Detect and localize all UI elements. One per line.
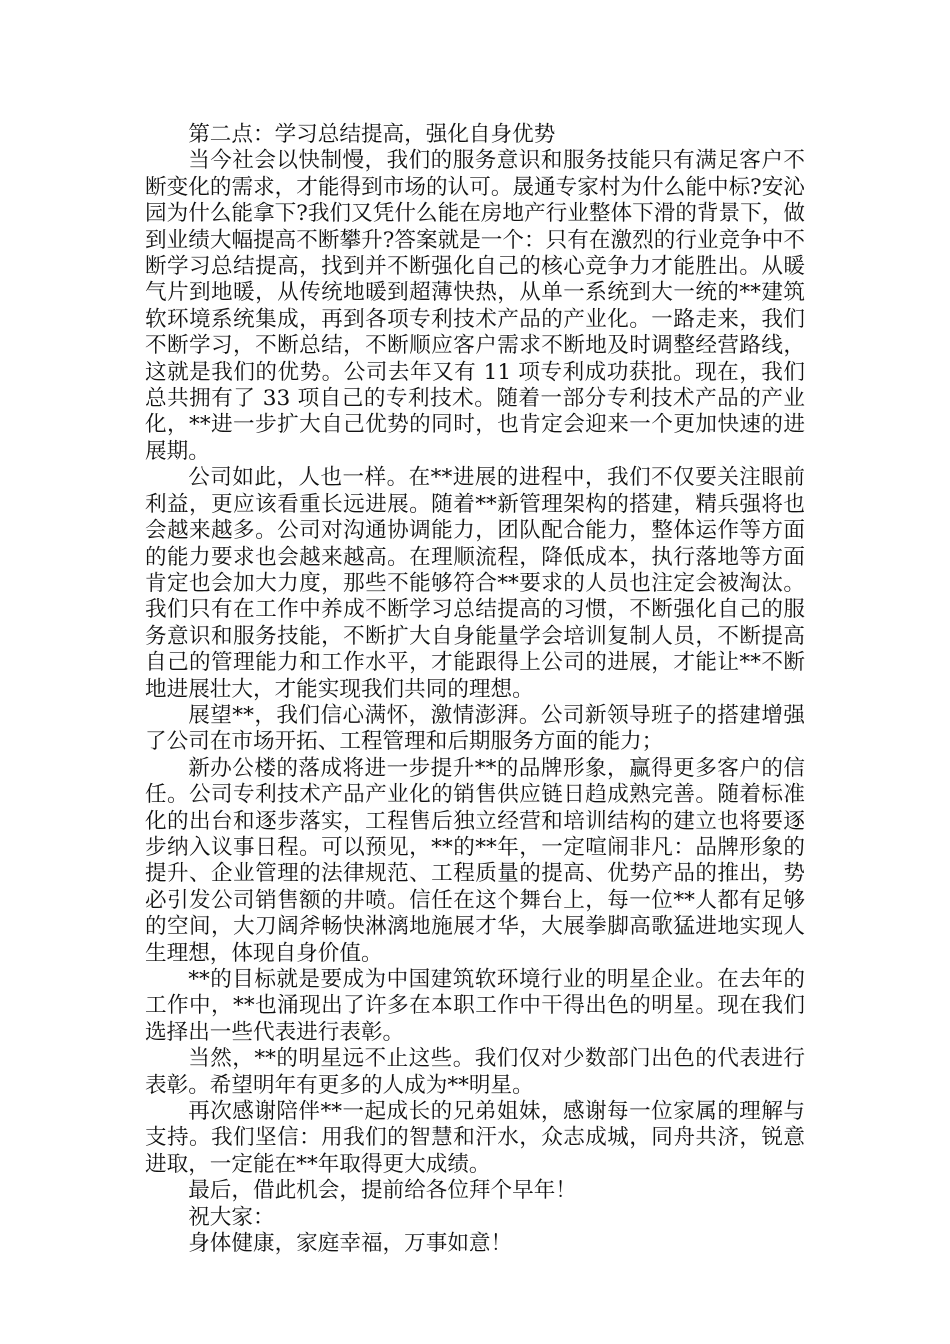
closing-line: 最后，借此机会，提前给各位拜个早年！	[188, 1178, 577, 1204]
paragraph: 当今社会以快制慢，我们的服务意识和服务技能只有满足客户不断变化的需求，才能得到市场的认可。晟通专家村为什么能中标?安沁园为什么能拿下?我们又凭什么能在房地产行业整体下滑的背景下，做到业绩大幅提高不断攀升?答案就是一个：只有在激烈的行业竞争中不断学习总结提高，找到并不断强化自己的核心竞争力才能胜出。从暖气片到地暖，从传统地暖到超薄快热，从单一系统到大一统的**建筑软环境系统集成，再到各项专利技术产品的产业化。一路走来，我们不断学习，不断总结，不断顺应客户需求不断地及时调整经营路线，这就是我们的优势。公司去年又有 11 项专利成功获批。现在，我们总共拥有了 33 项自己的专利技术。随着一部分专利技术产品的产业化，**进一步扩大自己优势的同时，也肯定会迎来一个更加快速的进展期。	[145, 148, 805, 464]
section-heading: 第二点：学习总结提高，强化自身优势	[188, 122, 556, 147]
paragraph: 再次感谢陪伴**一起成长的兄弟姐妹，感谢每一位家属的理解与支持。我们坚信：用我们的智慧和汗水，众志成城，同舟共济，锐意进取，一定能在**年取得更大成绩。	[145, 1099, 805, 1177]
paragraph: 新办公楼的落成将进一步提升**的品牌形象，赢得更多客户的信任。公司专利技术产品产业化的销售供应链日趋成熟完善。随着标准化的出台和逐步落实，工程售后独立经营和培训结构的建立也将要逐步纳入议事日程。可以预见，**的**年，一定喧闹非凡：品牌形象的提升、企业管理的法律规范、工程质量的提高、优势产品的推出，势必引发公司销售额的井喷。信任在这个舞台上，每一位**人都有足够的空间，大刀阔斧畅快淋漓地施展才华，大展拳脚高歌猛进地实现人生理想，体现自身价值。	[145, 755, 805, 966]
paragraph: 当然，**的明星远不止这些。我们仅对少数部门出色的代表进行表彰。希望明年有更多的人成为**明星。	[145, 1046, 805, 1098]
paragraph: 展望**，我们信心满怀，激情澎湃。公司新领导班子的搭建增强了公司在市场开拓、工程管理和后期服务方面的能力；	[145, 702, 805, 755]
closing-line: 祝大家：	[188, 1204, 275, 1230]
document-body	[145, 122, 805, 1257]
closing-line: 身体健康，家庭幸福，万事如意！	[188, 1231, 513, 1257]
paragraph: 公司如此，人也一样。在**进展的进程中，我们不仅要关注眼前利益，更应该看重长远进展。随着**新管理架构的搭建，精兵强将也会越来越多。公司对沟通协调能力，团队配合能力，整体运作等方面的能力要求也会越来越高。在理顺流程，降低成本，执行落地等方面肯定也会加大力度，那些不能够符合**要求的人员也注定会被淘汰。我们只有在工作中养成不断学习总结提高的习惯，不断强化自己的服务意识和服务技能，不断扩大自身能量学会培训复制人员，不断提高自己的管理能力和工作水平，才能跟得上公司的进展，才能让**不断地进展壮大，才能实现我们共同的理想。	[145, 465, 805, 702]
paragraph: **的目标就是要成为中国建筑软环境行业的明星企业。在去年的工作中，**也涌现出了许多在本职工作中干得出色的明星。现在我们选择出一些代表进行表彰。	[145, 967, 805, 1045]
